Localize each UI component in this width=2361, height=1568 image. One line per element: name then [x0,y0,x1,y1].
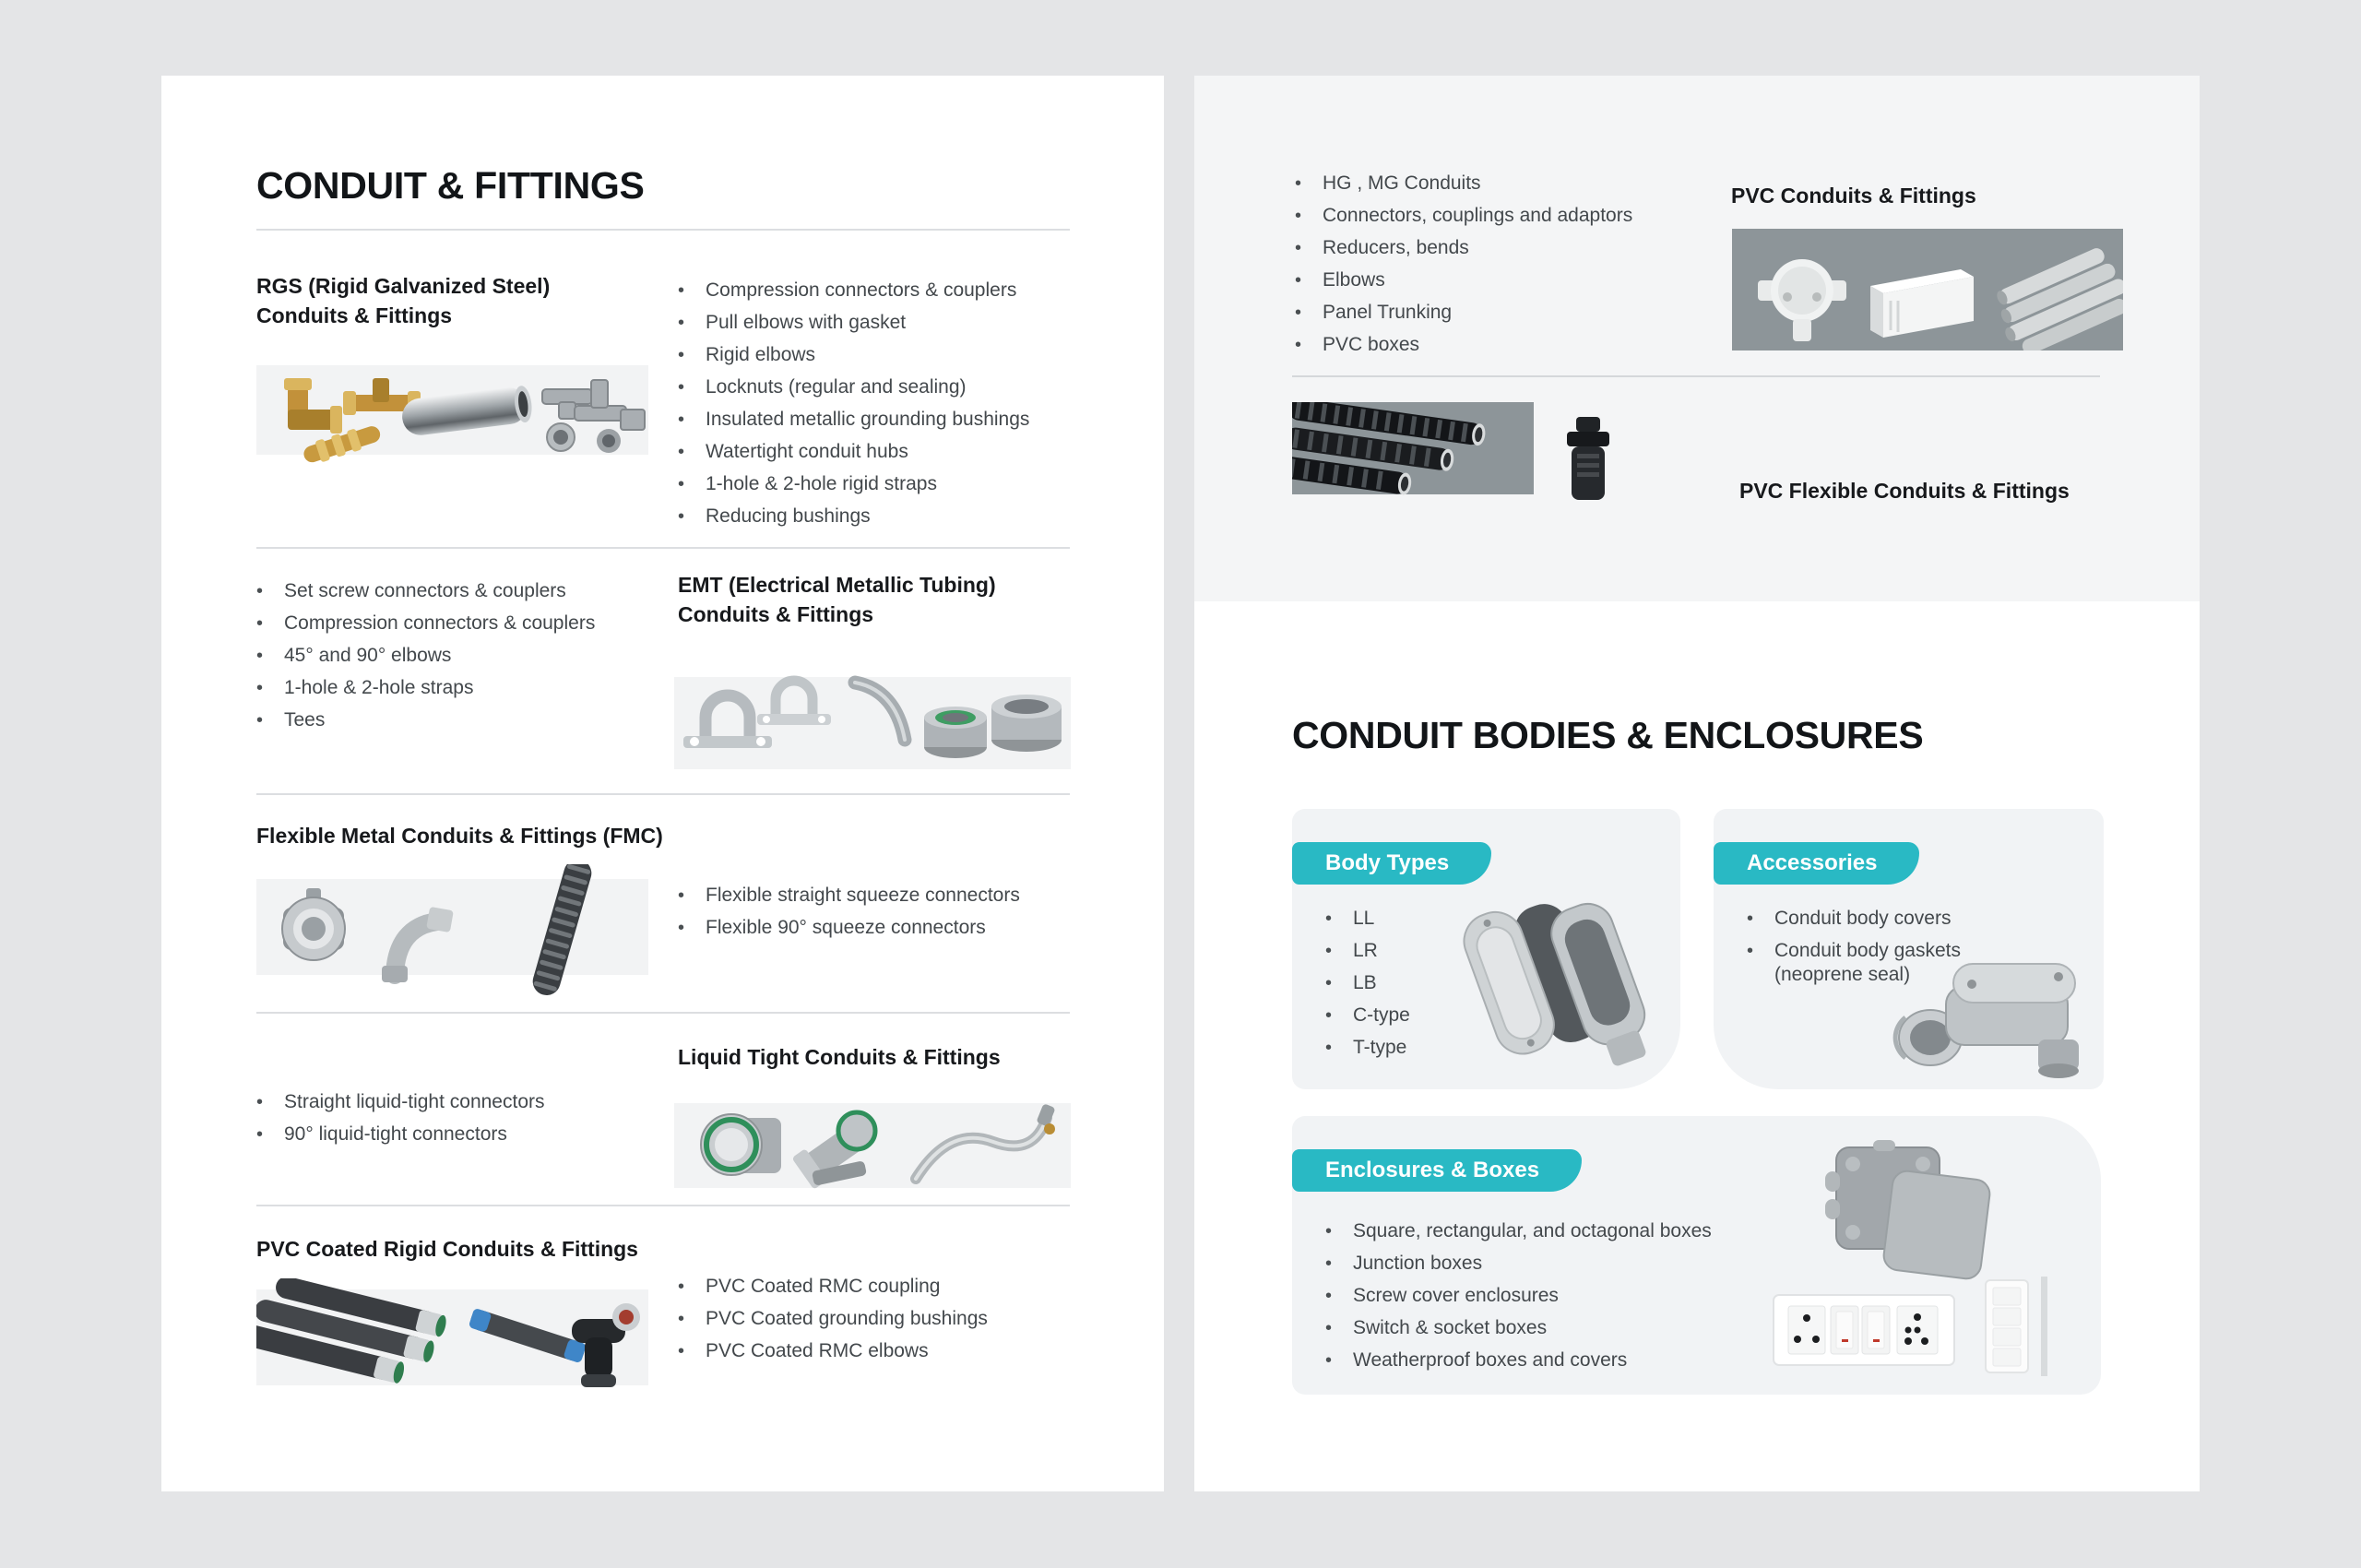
bullet-item: • PVC boxes [1295,333,1728,357]
bullet-icon [256,1090,284,1114]
divider [256,547,1070,549]
page-title: CONDUIT BODIES & ENCLOSURES [1292,714,1924,756]
bullet-item: • Reducers, bends [1295,236,1728,260]
page-conduit-fittings [161,76,1164,1491]
bullet-icon [678,375,706,399]
bullet-icon [1747,907,1774,931]
bullet-icon [678,472,706,496]
bullet-item: • Square, rectangular, and octagonal boxes [1325,1219,1823,1243]
bullet-item: • PVC Coated grounding bushings [678,1307,1084,1331]
bullet-item: • Screw cover enclosures [1325,1284,1823,1308]
fmc-illustration [256,864,648,995]
emt-bullet-list [256,579,662,741]
bullet-item: • 90° liquid-tight connectors [256,1123,662,1146]
enclosures-bullet-list [1325,1219,1823,1381]
bullet-item: • Junction boxes [1325,1252,1823,1276]
enclosures-panel [1292,1116,2101,1395]
accessories-badge: Accessories [1714,842,1919,885]
bullet-item: • Pull elbows with gasket [678,311,1084,335]
bullet-item: • Flexible 90° squeeze connectors [678,916,1084,940]
bullet-item: • Insulated metallic grounding bushings [678,408,1084,432]
bullet-item: • 45° and 90° elbows [256,644,662,668]
rgs-product-photo [256,352,648,468]
bullet-item: • 1-hole & 2-hole straps [256,676,662,700]
bullet-icon [1295,268,1323,292]
rgs-heading: RGS (Rigid Galvanized Steel) Conduits & Fittings [256,274,551,327]
bullet-icon [678,916,706,940]
bullet-icon [256,644,284,668]
bullet-item: • Rigid elbows [678,343,1084,367]
bullet-icon [678,279,706,303]
pvc-heading: PVC Conduits & Fittings [1731,184,1976,208]
divider [256,1205,1070,1206]
accessories-product-photo [1889,929,2096,1084]
bullet-item: • Compression connectors & couplers [256,612,662,636]
bullet-item: • Tees [256,708,662,732]
bullet-icon [1325,939,1353,963]
bullet-icon [256,1123,284,1146]
pvc-flexible-illustration [1292,402,1683,524]
divider [256,1012,1070,1014]
bullet-item: • Weatherproof boxes and covers [1325,1348,1823,1372]
pvc-flexible-product-photo [1292,402,1683,524]
emt-illustration [674,629,1071,777]
accessories-illustration [1889,929,2096,1084]
bullet-icon [1325,1004,1353,1028]
pvc-product-photo [1732,229,2123,350]
bullet-item: • PVC Coated RMC coupling [678,1275,1084,1299]
emt-product-photo [674,629,1071,777]
enclosures-badge: Enclosures & Boxes [1292,1149,1582,1192]
bullet-item: • T-type [1325,1036,1584,1060]
body-types-panel [1292,809,1680,1089]
bullet-icon [1295,172,1323,196]
bullet-icon [678,884,706,908]
bullet-item: • Conduit body covers [1747,907,1987,931]
bullet-icon [1325,1036,1353,1060]
bullet-item: • Conduit body gaskets (neoprene seal) [1747,939,1987,987]
bullet-icon [678,343,706,367]
fmc-heading: Flexible Metal Conduits & Fittings (FMC) [256,824,663,848]
bullet-icon [678,1339,706,1363]
bullet-item: • Watertight conduit hubs [678,440,1084,464]
body-types-product-photo [1455,879,1667,1078]
bullet-icon [1295,236,1323,260]
enclosures-illustration [1772,1140,2078,1384]
bullet-icon [1325,1348,1353,1372]
pvc-illustration [1732,229,2123,350]
fmc-product-photo [256,864,648,995]
bullet-icon [256,676,284,700]
bullet-item: • Switch & socket boxes [1325,1316,1823,1340]
bullet-item: • 1-hole & 2-hole rigid straps [678,472,1084,496]
bullet-item: • Connectors, couplings and adaptors [1295,204,1728,228]
pvc-bullet-list [1295,172,1728,365]
rgs-illustration [256,352,648,468]
body-types-illustration [1455,879,1667,1078]
bullet-icon [1325,1219,1353,1243]
bullet-item: • Elbows [1295,268,1728,292]
liquid-tight-heading: Liquid Tight Conduits & Fittings [678,1045,1001,1069]
bullet-icon [1295,204,1323,228]
accessories-panel [1714,809,2104,1089]
bullet-item: • C-type [1325,1004,1584,1028]
bullet-item: • LR [1325,939,1584,963]
enclosures-product-photo [1772,1140,2078,1384]
bullet-icon [256,708,284,732]
bullet-item: • Straight liquid-tight connectors [256,1090,662,1114]
bullet-item: • LB [1325,971,1584,995]
fmc-bullet-list [678,884,1084,948]
bullet-item: • Locknuts (regular and sealing) [678,375,1084,399]
bullet-icon [678,440,706,464]
bullet-icon [1325,907,1353,931]
liquid-tight-bullet-list [256,1090,662,1155]
bullet-icon [1325,1284,1353,1308]
rgs-bullet-list [678,279,1084,537]
bullet-item: • Panel Trunking [1295,301,1728,325]
bullet-item: • HG , MG Conduits [1295,172,1728,196]
bullet-icon [1325,1252,1353,1276]
divider [1292,375,2100,377]
bullet-icon [678,1307,706,1331]
pvc-coated-bullet-list [678,1275,1084,1372]
pvc-coated-heading: PVC Coated Rigid Conduits & Fittings [256,1237,638,1261]
bullet-icon [256,612,284,636]
bullet-icon [1325,971,1353,995]
divider [256,229,1070,231]
emt-heading: EMT (Electrical Metallic Tubing) Conduits & Fittings [678,573,996,626]
bullet-icon [1295,333,1323,357]
bullet-icon [256,579,284,603]
bullet-item: • PVC Coated RMC elbows [678,1339,1084,1363]
divider [256,793,1070,795]
bullet-item: • LL [1325,907,1584,931]
liquid-tight-product-photo [674,1079,1071,1199]
bullet-icon [1747,939,1774,963]
bullet-icon [678,311,706,335]
pvc-flexible-heading: PVC Flexible Conduits & Fittings [1739,479,2070,503]
bullet-icon [1325,1316,1353,1340]
page-conduit-bodies-enclosures [1194,76,2200,1491]
bullet-item: • Reducing bushings [678,505,1084,529]
bullet-item: • Compression connectors & couplers [678,279,1084,303]
bullet-icon [1295,301,1323,325]
page-title: CONDUIT & FITTINGS [256,164,645,207]
bullet-item: • Set screw connectors & couplers [256,579,662,603]
body-types-badge: Body Types [1292,842,1491,885]
bullet-icon [678,408,706,432]
liquid-tight-illustration [674,1079,1071,1199]
bullet-icon [678,1275,706,1299]
pvc-coated-illustration [256,1278,648,1402]
bullet-icon [678,505,706,529]
pvc-coated-product-photo [256,1278,648,1402]
bullet-item: • Flexible straight squeeze connectors [678,884,1084,908]
